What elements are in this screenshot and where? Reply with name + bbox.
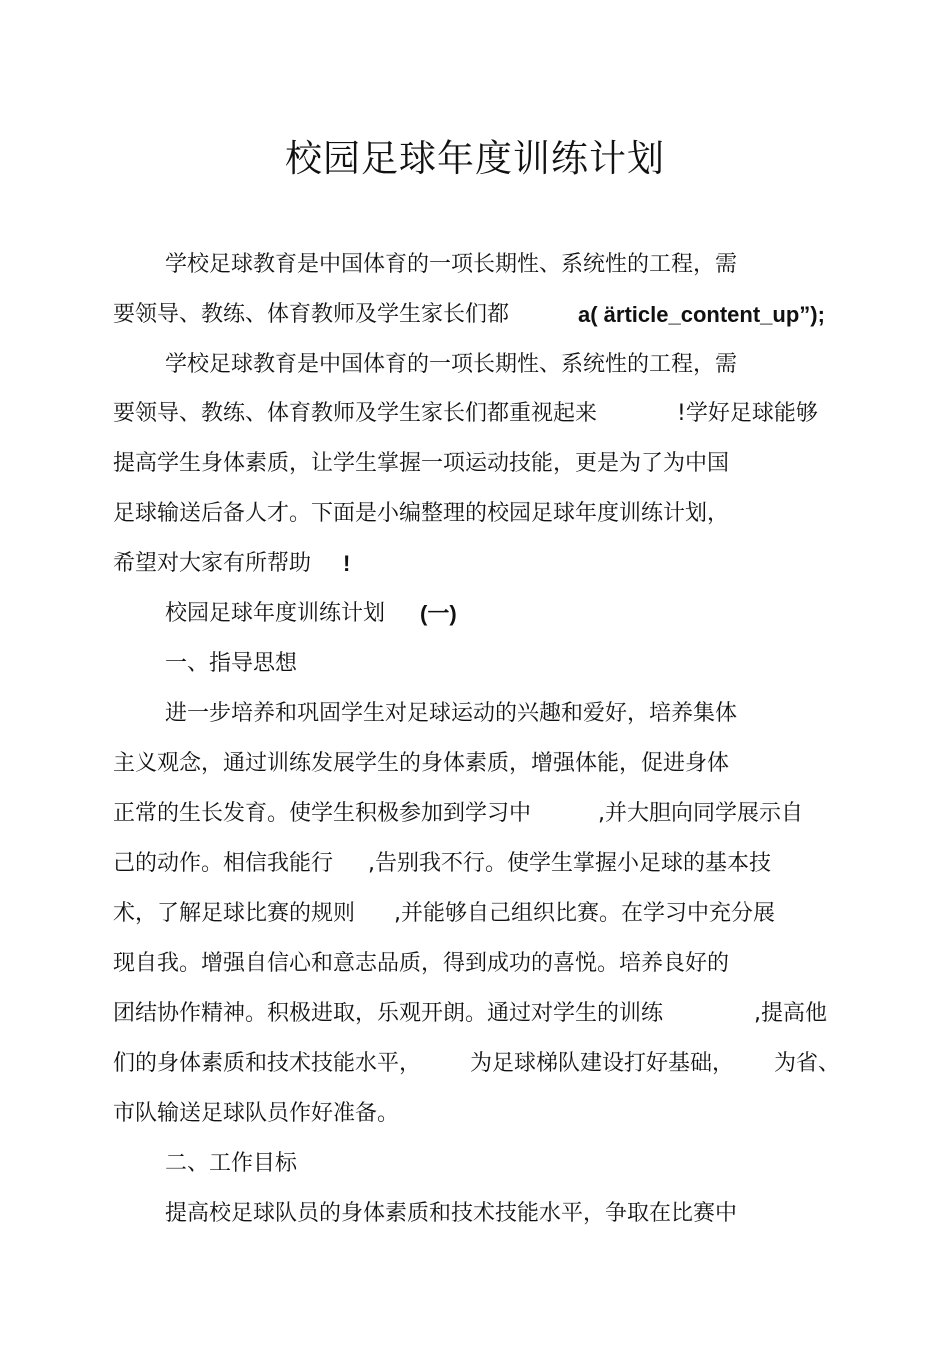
paragraph-line: 学校足球教育是中国体育的一项长期性、系统性的工程，需 (165, 252, 738, 277)
section-heading: 一、指导思想 (165, 651, 298, 676)
section-number: (一) (420, 601, 457, 626)
paragraph-line: 现自我。增强自信心和意志品质，得到成功的喜悦。培养良好的 (113, 951, 730, 976)
paragraph-line: ,并能够自己组织比赛。在学习中充分展 (394, 901, 775, 926)
paragraph-line: 己的动作。相信我能行 (113, 851, 334, 876)
paragraph-line: !学好足球能够 (677, 401, 818, 426)
paragraph-line: 学校足球教育是中国体育的一项长期性、系统性的工程，需 (165, 352, 738, 377)
paragraph-line: 希望对大家有所帮助 (113, 551, 312, 576)
paragraph-line: 术，了解足球比赛的规则 (113, 901, 356, 926)
section-title: 校园足球年度训练计划 (165, 601, 386, 626)
paragraph-line: 要领导、教练、体育教师及学生家长们都 (113, 302, 510, 327)
paragraph-line: 提高校足球队员的身体素质和技术技能水平，争取在比赛中 (165, 1201, 738, 1226)
paragraph-line: 团结协作精神。积极进取，乐观开朗。通过对学生的训练 (113, 1001, 664, 1026)
paragraph-line: 市队输送足球队员作好准备。 (113, 1101, 400, 1126)
paragraph-line: 为省、 (774, 1051, 841, 1076)
section-heading: 二、工作目标 (165, 1151, 298, 1176)
paragraph-line: 进一步培养和巩固学生对足球运动的兴趣和爱好，培养集体 (165, 701, 738, 726)
paragraph-line: 要领导、教练、体育教师及学生家长们都重视起来 (113, 401, 598, 426)
paragraph-line-code-fragment: a( ärticle_content_up”); (578, 302, 825, 327)
paragraph-line: 为足球梯队建设打好基础， (470, 1051, 735, 1076)
paragraph-line: ,并大胆向同学展示自 (598, 801, 803, 826)
paragraph-line: 提高学生身体素质，让学生掌握一项运动技能，更是为了为中国 (113, 451, 730, 476)
paragraph-line: ,告别我不行。使学生掌握小足球的基本技 (368, 851, 771, 876)
paragraph-line: 足球输送后备人才。下面是小编整理的校园足球年度训练计划， (113, 501, 730, 526)
paragraph-line: 主义观念，通过训练发展学生的身体素质，增强体能，促进身体 (113, 751, 730, 776)
document-title: 校园足球年度训练计划 (285, 137, 665, 180)
paragraph-line: ,提高他 (754, 1001, 827, 1026)
paragraph-line: 们的身体素质和技术技能水平， (113, 1051, 422, 1076)
paragraph-line: ! (343, 551, 351, 576)
paragraph-line: 正常的生长发育。使学生积极参加到学习中 (113, 801, 532, 826)
